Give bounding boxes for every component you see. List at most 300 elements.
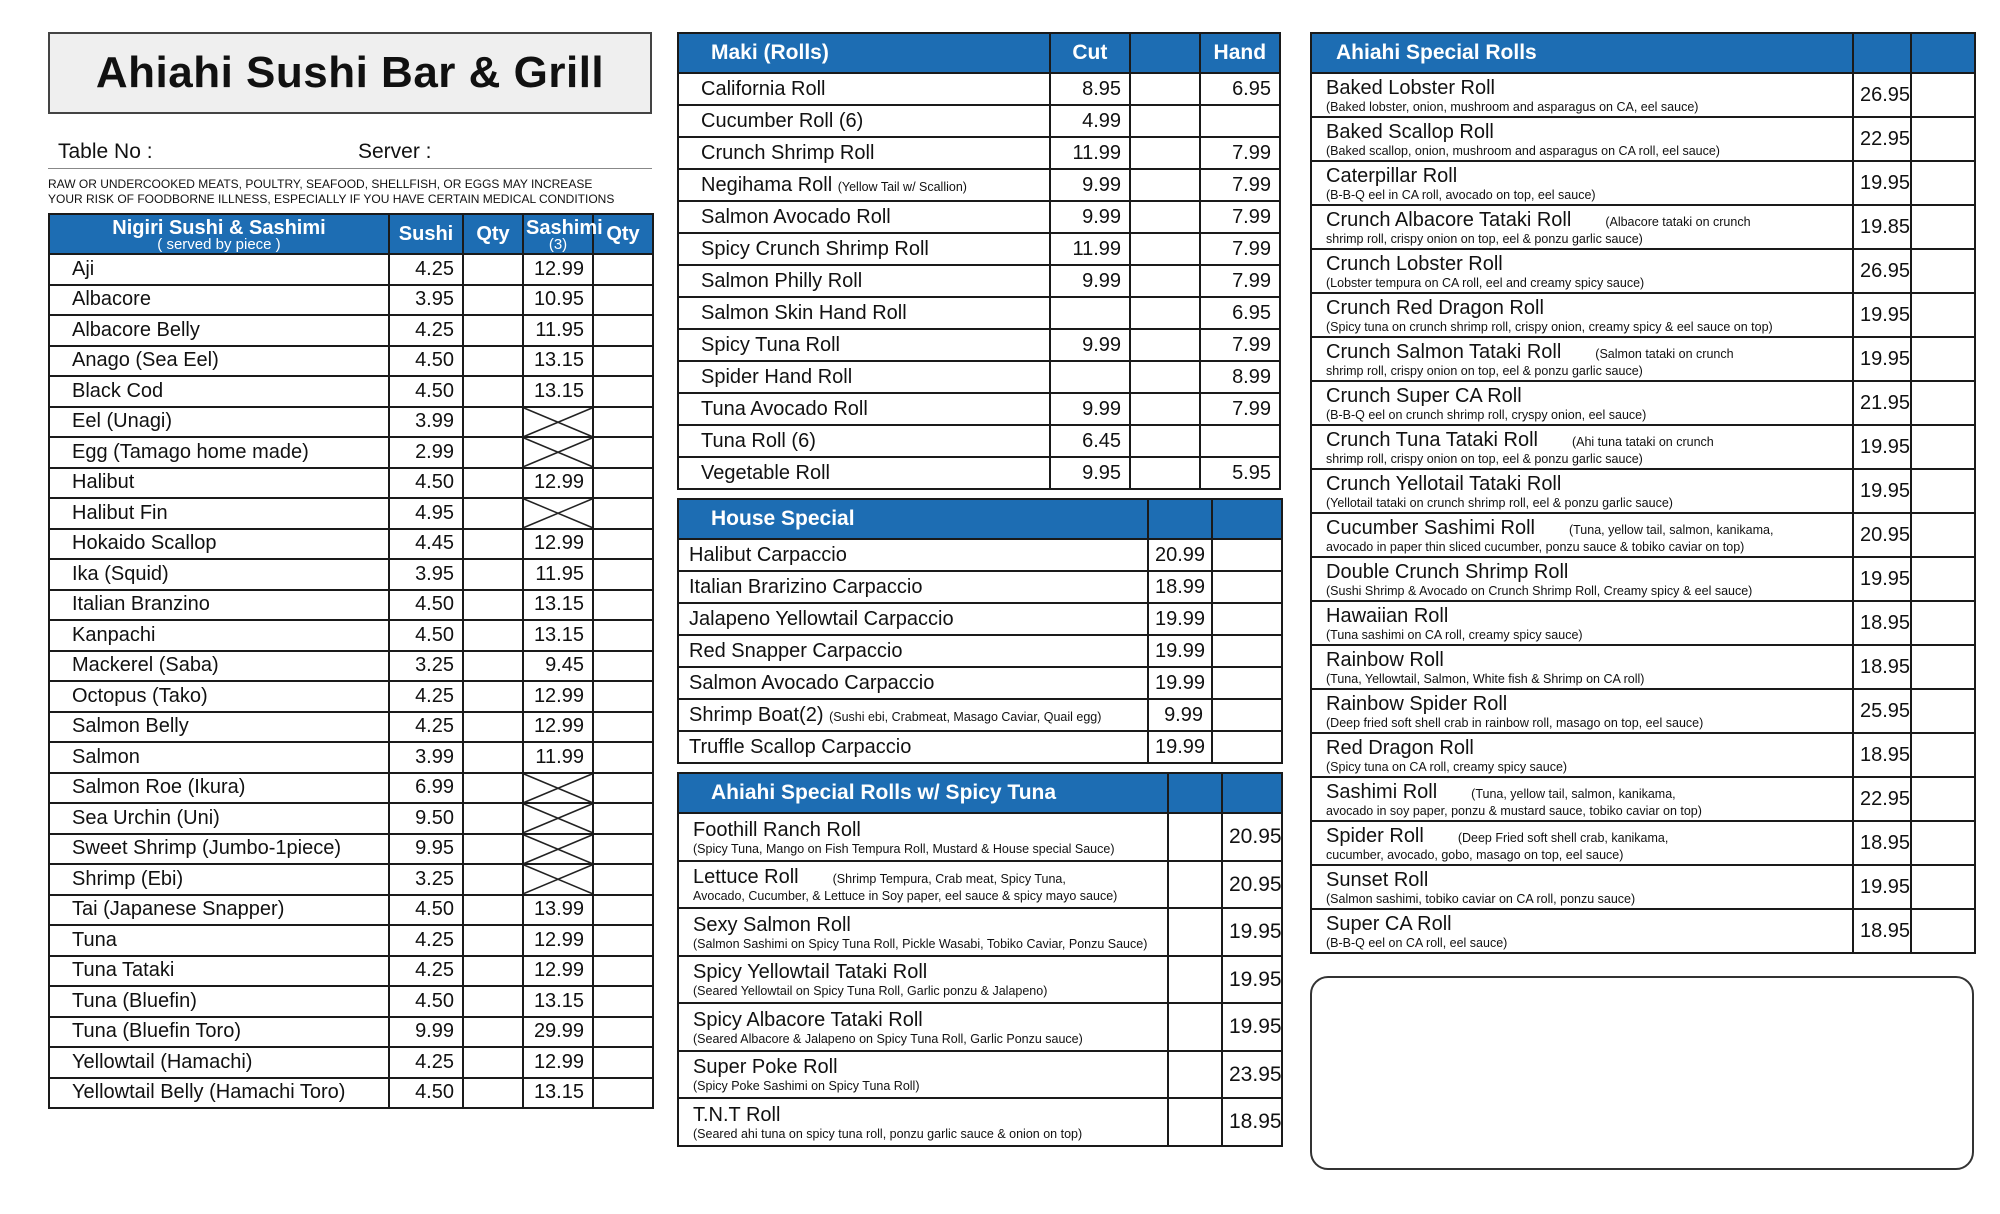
table-row (49, 346, 653, 377)
item-cell (1311, 733, 1853, 777)
hand-price: 6.95 (1200, 297, 1280, 329)
hand-price: 7.99 (1200, 329, 1280, 361)
sushi-qty-cell[interactable] (463, 986, 523, 1017)
sashimi-header-label: Sashimi (526, 216, 603, 239)
blank-cell (1212, 667, 1282, 699)
sushi-price: 4.50 (389, 590, 463, 621)
table-row (678, 667, 1282, 699)
blank-cell (1130, 297, 1200, 329)
sashimi-price: 12.99 (523, 468, 593, 499)
table-row (49, 285, 653, 316)
item-title-line (693, 914, 1161, 937)
sashimi-price: 11.99 (523, 742, 593, 773)
sashimi-price: 12.99 (523, 254, 593, 285)
sushi-qty-cell[interactable] (463, 529, 523, 560)
sushi-price: 4.50 (389, 1078, 463, 1109)
item-description-start: (Salmon tataki on crunch (1595, 346, 1734, 361)
blank-cell (1130, 201, 1200, 233)
sashimi-qty-cell[interactable] (593, 773, 653, 804)
item-cell (1311, 909, 1853, 953)
item-price: 20.95 (1853, 513, 1911, 557)
warning-line-1: RAW OR UNDERCOOKED MEATS, POULTRY, SEAFOOD, SHELLFISH, OR EGGS MAY INCREASE (48, 177, 593, 191)
sushi-qty-cell[interactable] (463, 285, 523, 316)
blank-cell (1168, 1003, 1222, 1051)
item-name: Halibut Carpaccio (689, 543, 847, 566)
item-cell (1311, 425, 1853, 469)
sashimi-qty-cell[interactable] (593, 742, 653, 773)
item-title-line (693, 1009, 1161, 1032)
sushi-price: 3.99 (389, 407, 463, 438)
item-description: shrimp roll, crispy onion on top, eel & ponzu garlic sauce) (1326, 363, 1643, 378)
sushi-qty-cell[interactable] (463, 254, 523, 285)
table-row (1311, 117, 1975, 161)
sushi-qty-cell[interactable] (463, 956, 523, 987)
table-row (1311, 645, 1975, 689)
sashimi-qty-cell[interactable] (593, 956, 653, 987)
item-price: 19.95 (1853, 337, 1911, 381)
item-name: Tuna Roll (6) (701, 429, 816, 452)
sashimi-qty-cell[interactable] (593, 254, 653, 285)
restaurant-title: Ahiahi Sushi Bar & Grill (48, 32, 652, 114)
item-price: 19.95 (1853, 865, 1911, 909)
sushi-price: 4.25 (389, 254, 463, 285)
item-description-start: (Shrimp Tempura, Crab meat, Spicy Tuna, (832, 872, 1066, 887)
sashimi-price (523, 437, 593, 468)
item-price: 19.95 (1853, 293, 1911, 337)
cut-price: 9.99 (1050, 265, 1130, 297)
item-name: Tuna Tataki (49, 956, 389, 987)
blank-cell (1212, 571, 1282, 603)
item-price: 19.85 (1853, 205, 1911, 249)
sashimi-qty-cell[interactable] (593, 1047, 653, 1078)
table-row (49, 590, 653, 621)
sashimi-qty-cell[interactable] (593, 346, 653, 377)
sashimi-qty-cell[interactable] (593, 864, 653, 895)
blank-cell (1168, 1098, 1222, 1146)
sushi-qty-cell[interactable] (463, 620, 523, 651)
item-title-line (693, 819, 1161, 842)
cut-price: 9.95 (1050, 457, 1130, 489)
sashimi-qty-cell[interactable] (593, 681, 653, 712)
item-title-line (1326, 517, 1846, 540)
table-row (1311, 601, 1975, 645)
item-description-start: (Tuna, yellow tail, salmon, kanikama, (1568, 522, 1774, 537)
sushi-price: 4.25 (389, 315, 463, 346)
table-row (678, 105, 1280, 137)
table-row (678, 908, 1282, 956)
item-price: 18.95 (1853, 733, 1911, 777)
item-description: (Sushi ebi, Crabmeat, Masago Caviar, Quail egg) (829, 709, 1102, 724)
item-name: Cucumber Sashimi Roll (1326, 516, 1535, 539)
sushi-price: 6.99 (389, 773, 463, 804)
item-cell (1311, 601, 1853, 645)
sushi-qty-cell[interactable] (463, 925, 523, 956)
item-name-cell (678, 603, 1148, 635)
hand-price: 5.95 (1200, 457, 1280, 489)
sashimi-qty-cell[interactable] (593, 407, 653, 438)
sushi-qty-cell[interactable] (463, 834, 523, 865)
item-title-line (1326, 165, 1846, 188)
blank-cell (1130, 393, 1200, 425)
sashimi-qty-cell[interactable] (593, 925, 653, 956)
item-cell (1311, 117, 1853, 161)
item-name: Halibut Fin (49, 498, 389, 529)
table-row (678, 393, 1280, 425)
food-safety-warning (48, 177, 652, 207)
hand-price: 7.99 (1200, 233, 1280, 265)
item-name-cell (678, 731, 1148, 763)
nigiri-section-header (49, 214, 389, 254)
item-description: (Sushi Shrimp & Avocado on Crunch Shrimp Roll, Creamy spicy & eel sauce) (1326, 583, 1753, 598)
item-name: Sashimi Roll (1326, 780, 1438, 803)
blank-cell (1911, 205, 1975, 249)
item-description: (Lobster tempura on CA roll, eel and creamy spicy sauce) (1326, 275, 1645, 290)
item-cell (1311, 381, 1853, 425)
blank-cell (1911, 161, 1975, 205)
table-row (49, 620, 653, 651)
sushi-price: 4.45 (389, 529, 463, 560)
special-blank-header-1 (1853, 33, 1911, 73)
sashimi-price: 13.15 (523, 376, 593, 407)
sashimi-price: 13.15 (523, 346, 593, 377)
item-name: Anago (Sea Eel) (49, 346, 389, 377)
blank-cell (1130, 137, 1200, 169)
item-name: Sunset Roll (1326, 868, 1429, 891)
sashimi-qty-cell[interactable] (593, 529, 653, 560)
sashimi-qty-cell[interactable] (593, 1017, 653, 1048)
item-price: 19.99 (1148, 667, 1212, 699)
item-description-start: (Tuna, yellow tail, salmon, kanikama, (1471, 786, 1676, 801)
cut-price: 6.45 (1050, 425, 1130, 457)
warning-line-2: YOUR RISK OF FOODBORNE ILLNESS, ESPECIALLY IF YOU HAVE CERTAIN MEDICAL CONDITIONS (48, 192, 615, 206)
item-description: (Baked lobster, onion, mushroom and asparagus on CA, eel sauce) (1326, 99, 1699, 114)
sushi-qty-cell[interactable] (463, 437, 523, 468)
table-row (49, 559, 653, 590)
blank-cell (1212, 635, 1282, 667)
table-row (1311, 557, 1975, 601)
blank-cell (1130, 73, 1200, 105)
house-header-row (678, 499, 1282, 539)
item-name: Spicy Tuna Roll (701, 333, 840, 356)
sashimi-price: 10.95 (523, 285, 593, 316)
item-name: Aji (49, 254, 389, 285)
item-price: 18.95 (1853, 821, 1911, 865)
item-title-line (693, 1056, 1161, 1079)
sushi-qty-cell[interactable] (463, 407, 523, 438)
item-name-cell (678, 329, 1050, 361)
item-name: Italian Brarizino Carpaccio (689, 575, 923, 598)
sushi-qty-cell[interactable] (463, 498, 523, 529)
table-row (1311, 777, 1975, 821)
table-row (678, 169, 1280, 201)
item-name-cell (678, 571, 1148, 603)
item-price: 25.95 (1853, 689, 1911, 733)
blank-cell (1911, 117, 1975, 161)
table-row (678, 265, 1280, 297)
table-row (1311, 293, 1975, 337)
sushi-price: 3.25 (389, 864, 463, 895)
sushi-qty-cell[interactable] (463, 803, 523, 834)
house-section-header: House Special (678, 499, 1148, 539)
item-title-line (1326, 825, 1846, 848)
table-row (49, 315, 653, 346)
item-cell (1311, 645, 1853, 689)
sashimi-qty-cell[interactable] (593, 803, 653, 834)
item-name: Lettuce Roll (693, 866, 799, 889)
item-name: Tuna Avocado Roll (701, 397, 868, 420)
cut-price: 9.99 (1050, 329, 1130, 361)
table-row (49, 956, 653, 987)
table-row (49, 1078, 653, 1109)
item-title-line (1326, 737, 1846, 760)
blank-cell (1911, 733, 1975, 777)
item-name: Baked Scallop Roll (1326, 120, 1494, 143)
blank-cell (1911, 513, 1975, 557)
item-title-line (1326, 781, 1846, 804)
item-name: Crunch Lobster Roll (1326, 252, 1503, 275)
table-row (678, 297, 1280, 329)
not-available-cross-icon (524, 804, 592, 833)
item-name: Negihama Roll (701, 173, 833, 196)
item-cell (1311, 469, 1853, 513)
sashimi-price: 12.99 (523, 681, 593, 712)
blank-cell (1911, 293, 1975, 337)
table-row (49, 468, 653, 499)
sushi-price: 4.50 (389, 376, 463, 407)
cut-price: 11.99 (1050, 137, 1130, 169)
hand-price: 7.99 (1200, 393, 1280, 425)
table-row (1311, 205, 1975, 249)
item-title-line (1326, 693, 1846, 716)
item-price: 22.95 (1853, 777, 1911, 821)
item-title-line (1326, 253, 1846, 276)
cut-price: 9.99 (1050, 393, 1130, 425)
item-name: Salmon Belly (49, 712, 389, 743)
item-name: Halibut (49, 468, 389, 499)
item-name: Salmon Roe (Ikura) (49, 773, 389, 804)
item-name: Spicy Crunch Shrimp Roll (701, 237, 929, 260)
table-row (49, 651, 653, 682)
item-name: Ika (Squid) (49, 559, 389, 590)
sashimi-qty-cell[interactable] (593, 895, 653, 926)
blank-cell (1212, 699, 1282, 731)
table-row (1311, 909, 1975, 953)
table-row (678, 201, 1280, 233)
sushi-price: 3.25 (389, 651, 463, 682)
item-price: 19.95 (1222, 956, 1282, 1004)
sashimi-qty-cell[interactable] (593, 376, 653, 407)
item-title-line (693, 961, 1161, 984)
sushi-qty-cell[interactable] (463, 864, 523, 895)
sashimi-price: 11.95 (523, 559, 593, 590)
item-price: 19.95 (1853, 557, 1911, 601)
item-cell (678, 1098, 1168, 1146)
sashimi-price (523, 498, 593, 529)
sashimi-price: 11.95 (523, 315, 593, 346)
sashimi-qty-cell[interactable] (593, 834, 653, 865)
item-description: (Yellotail tataki on crunch shrimp roll, eel & ponzu garlic sauce) (1326, 495, 1673, 510)
item-cell (1311, 865, 1853, 909)
item-price: 18.95 (1853, 645, 1911, 689)
sashimi-price: 13.15 (523, 986, 593, 1017)
table-row (678, 635, 1282, 667)
sushi-qty-cell[interactable] (463, 712, 523, 743)
item-name: Hawaiian Roll (1326, 604, 1449, 627)
item-name: Crunch Salmon Tataki Roll (1326, 340, 1562, 363)
table-row (1311, 469, 1975, 513)
item-description: (Seared ahi tuna on spicy tuna roll, ponzu garlic sauce & onion on top) (693, 1126, 1083, 1141)
cut-price: 9.99 (1050, 169, 1130, 201)
column-rolls (677, 32, 1281, 1147)
column-nigiri (48, 32, 652, 1109)
table-row (678, 1098, 1282, 1146)
sushi-qty-cell[interactable] (463, 559, 523, 590)
sashimi-qty-cell[interactable] (593, 712, 653, 743)
table-number-label: Table No : (58, 140, 153, 163)
item-name-cell (678, 635, 1148, 667)
item-name: Sea Urchin (Uni) (49, 803, 389, 834)
sashimi-qty-cell[interactable] (593, 437, 653, 468)
table-row (1311, 689, 1975, 733)
sushi-price: 9.50 (389, 803, 463, 834)
item-name: Salmon Avocado Carpaccio (689, 671, 935, 694)
sashimi-qty-cell[interactable] (593, 651, 653, 682)
item-price: 19.95 (1853, 469, 1911, 513)
item-name: Mackerel (Saba) (49, 651, 389, 682)
table-row (1311, 865, 1975, 909)
sashimi-qty-cell[interactable] (593, 285, 653, 316)
sashimi-qty-cell[interactable] (593, 559, 653, 590)
cut-price: 11.99 (1050, 233, 1130, 265)
item-name-cell (678, 393, 1050, 425)
spicy-tuna-rolls-table (677, 772, 1283, 1147)
item-name-cell (678, 425, 1050, 457)
table-row (49, 254, 653, 285)
sushi-price: 2.99 (389, 437, 463, 468)
item-name: Salmon (49, 742, 389, 773)
item-name: Spicy Albacore Tataki Roll (693, 1008, 923, 1031)
item-title-line (1326, 605, 1846, 628)
table-row (678, 73, 1280, 105)
maki-header-row (678, 33, 1280, 73)
sushi-qty-cell[interactable] (463, 346, 523, 377)
item-cell (678, 908, 1168, 956)
sashimi-qty-cell[interactable] (593, 315, 653, 346)
blank-cell (1911, 381, 1975, 425)
item-name-cell (678, 105, 1050, 137)
item-price: 19.95 (1222, 908, 1282, 956)
sushi-price: 4.50 (389, 346, 463, 377)
sushi-price: 4.25 (389, 1047, 463, 1078)
item-cell (1311, 821, 1853, 865)
item-name: Italian Branzino (49, 590, 389, 621)
table-row (1311, 381, 1975, 425)
sushi-price: 4.50 (389, 986, 463, 1017)
special-blank-header-2 (1911, 33, 1975, 73)
item-cell (1311, 73, 1853, 117)
blank-cell (1911, 557, 1975, 601)
sushi-qty-cell[interactable] (463, 376, 523, 407)
item-price: 18.99 (1148, 571, 1212, 603)
item-name: Yellowtail (Hamachi) (49, 1047, 389, 1078)
sushi-price: 4.25 (389, 712, 463, 743)
item-name: Caterpillar Roll (1326, 164, 1458, 187)
maki-blank-header (1130, 33, 1200, 73)
sushi-qty-cell[interactable] (463, 1017, 523, 1048)
item-name-cell (678, 297, 1050, 329)
order-info (48, 140, 652, 169)
sashimi-qty-cell[interactable] (593, 590, 653, 621)
sushi-qty-cell[interactable] (463, 1078, 523, 1109)
blank-cell (1168, 956, 1222, 1004)
item-cell (678, 956, 1168, 1004)
item-description: avocado in soy paper, ponzu & mustard sauce, tobiko caviar on top) (1326, 803, 1702, 818)
sushi-qty-cell[interactable] (463, 681, 523, 712)
sushi-qty-cell[interactable] (463, 742, 523, 773)
notes-box[interactable] (1310, 976, 1974, 1170)
spicy-header-row (678, 773, 1282, 813)
table-row (678, 603, 1282, 635)
item-description: (Seared Albacore & Jalapeno on Spicy Tuna Roll, Garlic Ponzu sauce) (693, 1031, 1083, 1046)
item-cell (1311, 777, 1853, 821)
sushi-qty-cell[interactable] (463, 1047, 523, 1078)
sashimi-qty-cell[interactable] (593, 498, 653, 529)
sashimi-qty-cell[interactable] (593, 1078, 653, 1109)
item-cell (1311, 249, 1853, 293)
item-price: 18.95 (1853, 909, 1911, 953)
sashimi-qty-cell[interactable] (593, 468, 653, 499)
table-row (678, 457, 1280, 489)
item-name: Truffle Scallop Carpaccio (689, 735, 912, 758)
item-cell (1311, 293, 1853, 337)
item-name-cell (678, 539, 1148, 571)
table-row (49, 803, 653, 834)
item-description: (B-B-Q eel on crunch shrimp roll, cryspy onion, eel sauce) (1326, 407, 1647, 422)
table-row (49, 1047, 653, 1078)
sashimi-price: 12.99 (523, 1047, 593, 1078)
sashimi-qty-cell[interactable] (593, 620, 653, 651)
sushi-qty-cell[interactable] (463, 895, 523, 926)
blank-cell (1911, 865, 1975, 909)
server-label: Server : (358, 140, 432, 163)
blank-cell (1911, 601, 1975, 645)
special-rolls-table (1310, 32, 1976, 954)
maki-section-header: Maki (Rolls) (678, 33, 1050, 73)
sushi-qty-cell[interactable] (463, 468, 523, 499)
blank-cell (1911, 73, 1975, 117)
sushi-qty-cell[interactable] (463, 315, 523, 346)
blank-cell (1168, 813, 1222, 861)
sushi-qty-cell[interactable] (463, 773, 523, 804)
table-row (678, 571, 1282, 603)
sashimi-qty-cell[interactable] (593, 986, 653, 1017)
table-row (49, 773, 653, 804)
sushi-qty-cell[interactable] (463, 651, 523, 682)
item-description: (B-B-Q eel on CA roll, eel sauce) (1326, 935, 1508, 950)
item-name: Salmon Skin Hand Roll (701, 301, 907, 324)
blank-cell (1168, 1051, 1222, 1099)
item-name: Salmon Avocado Roll (701, 205, 891, 228)
blank-cell (1130, 361, 1200, 393)
sushi-qty-cell[interactable] (463, 590, 523, 621)
table-row (678, 956, 1282, 1004)
hand-price: 6.95 (1200, 73, 1280, 105)
blank-cell (1911, 689, 1975, 733)
item-name: Crunch Albacore Tataki Roll (1326, 208, 1572, 231)
table-row (49, 742, 653, 773)
item-cell (678, 813, 1168, 861)
item-name: Sexy Salmon Roll (693, 913, 851, 936)
